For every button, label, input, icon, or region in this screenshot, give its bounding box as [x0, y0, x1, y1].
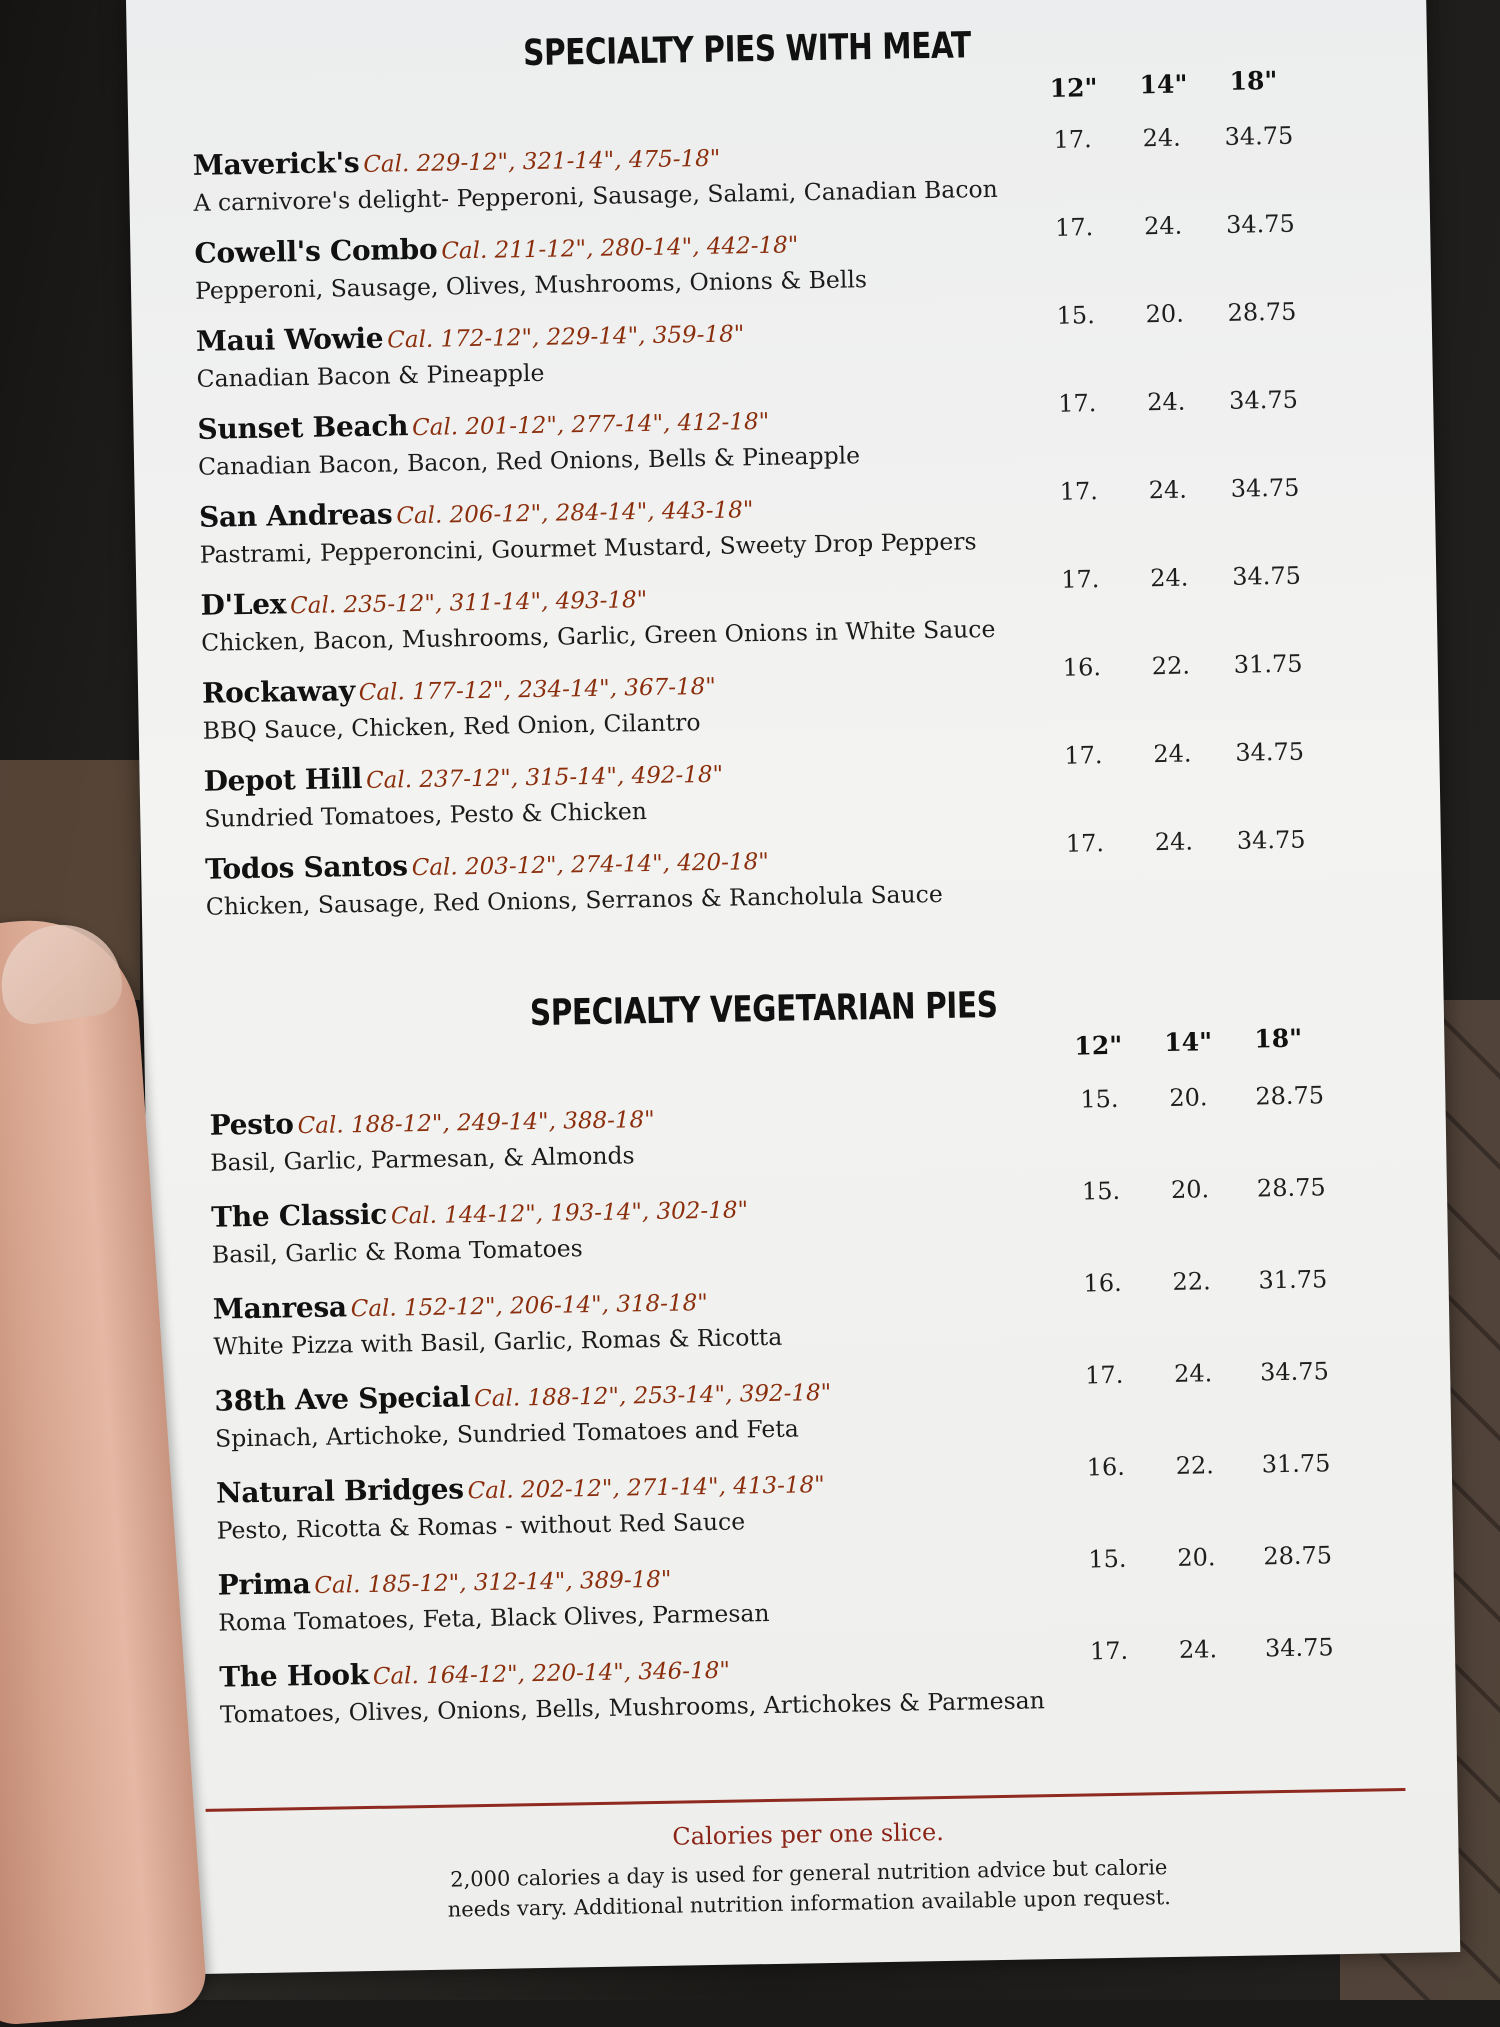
menu-item-calories: Cal. 206-12", 284-14", 443-18": [396, 497, 754, 530]
menu-item-calories: Cal. 172-12", 229-14", 359-18": [387, 321, 745, 354]
menu-item-price-14: 24.: [1154, 827, 1194, 857]
menu-item-name: Prima: [217, 1567, 311, 1602]
menu-item-price-14: 24.: [1178, 1635, 1218, 1664]
menu-item-name: The Hook: [218, 1658, 370, 1694]
menu-item: [216, 1456, 1417, 1545]
menu-item-name: Sunset Beach: [197, 409, 409, 446]
menu-item-description: Roma Tomatoes, Feta, Black Olives, Parmesan: [218, 1599, 770, 1637]
menu-item-price-12: 15.: [1056, 301, 1096, 330]
menu-item: [211, 1180, 1412, 1269]
menu-item-calories: Cal. 152-12", 206-14", 318-18": [350, 1290, 709, 1323]
veg-size-12: 12": [1074, 1030, 1123, 1061]
menu-item-price-12: 17.: [1064, 741, 1103, 770]
menu-item-description: Sundried Tomatoes, Pesto & Chicken: [204, 797, 648, 833]
menu-item-price-12: 17.: [1084, 1360, 1124, 1390]
menu-item-price-14: 20.: [1169, 1083, 1208, 1112]
menu-item-description: Pastrami, Pepperoncini, Gourmet Mustard, Sweety Drop Peppers: [199, 527, 977, 569]
menu-item: [194, 216, 1395, 305]
menu-item-description: Chicken, Sausage, Red Onions, Serranos & Rancholula Sauce: [205, 879, 943, 921]
menu-item-price-14: 24.: [1143, 211, 1183, 241]
menu-item-price-18: 34.75: [1236, 825, 1306, 855]
menu-item-name: San Andreas: [198, 497, 393, 534]
menu-item-price-18: 28.75: [1255, 1081, 1325, 1111]
menu-item-price-12: 16.: [1086, 1452, 1126, 1482]
menu-item-price-18: 34.75: [1259, 1357, 1330, 1387]
veg-size-14: 14": [1164, 1027, 1213, 1058]
menu-item-price-14: 24.: [1153, 739, 1192, 769]
footer-divider: [206, 1788, 1406, 1812]
menu-item-price-12: 17.: [1057, 389, 1097, 418]
menu-item-calories: Cal. 203-12", 274-14", 420-18": [411, 848, 770, 882]
menu-item-calories: Cal. 185-12", 312-14", 389-18": [314, 1566, 672, 1599]
menu-item-price-18: 34.75: [1230, 473, 1300, 503]
menu-item: [200, 568, 1401, 657]
menu-item-price-18: 28.75: [1227, 297, 1297, 327]
meat-section-title: SPECIALTY PIES WITH MEAT: [522, 25, 972, 75]
menu-item-calories: Cal. 188-12", 249-14", 388-18": [297, 1106, 655, 1140]
menu-item-price-14: 24.: [1148, 475, 1188, 505]
menu-item-price-12: 15.: [1080, 1084, 1119, 1114]
menu-item: [209, 1088, 1410, 1177]
menu-item-price-14: 20.: [1170, 1175, 1210, 1204]
menu-item-price-14: 24.: [1150, 563, 1189, 593]
menu-item-description: A carnivore's delight- Pepperoni, Sausage, Salami, Canadian Bacon: [193, 174, 999, 217]
menu-item-price-18: 34.75: [1224, 121, 1294, 151]
menu-item: [205, 832, 1406, 921]
menu-item-price-14: 22.: [1172, 1267, 1211, 1296]
menu-item-name: Pesto: [209, 1107, 294, 1142]
menu-item: [217, 1548, 1418, 1637]
menu-item-price-14: 22.: [1151, 651, 1191, 681]
menu-item-price-18: 34.75: [1225, 209, 1296, 239]
menu-item-calories: Cal. 201-12", 277-14", 412-18": [411, 408, 770, 442]
menu-item-description: Canadian Bacon & Pineapple: [196, 358, 545, 393]
menu-item-price-18: 34.75: [1228, 385, 1299, 415]
meat-size-18: 18": [1229, 65, 1278, 96]
menu-item-calories: Cal. 237-12", 315-14", 492-18": [365, 761, 724, 794]
menu-card: [126, 0, 1460, 1975]
menu-item: [196, 304, 1397, 393]
menu-item: [199, 480, 1400, 569]
nutrition-note: [159, 1847, 1460, 1930]
menu-item-name: Depot Hill: [203, 762, 363, 798]
menu-item-description: Basil, Garlic & Roma Tomatoes: [211, 1234, 583, 1269]
menu-item-price-12: 15.: [1088, 1544, 1127, 1574]
menu-item-price-12: 17.: [1089, 1636, 1129, 1666]
menu-item-calories: Cal. 235-12", 311-14", 493-18": [289, 586, 648, 620]
veg-section-title: SPECIALTY VEGETARIAN PIES: [529, 984, 998, 1035]
menu-item: [219, 1640, 1420, 1729]
menu-item-price-12: 17.: [1059, 477, 1099, 506]
menu-item: [193, 128, 1394, 217]
menu-item-calories: Cal. 211-12", 280-14", 442-18": [441, 232, 799, 265]
menu-item-price-12: 17.: [1053, 125, 1092, 154]
menu-item-description: Chicken, Bacon, Mushrooms, Garlic, Green Onions in White Sauce: [200, 614, 996, 657]
menu-item-price-18: 34.75: [1264, 1633, 1334, 1663]
nutrition-note-line2: needs vary. Additional nutrition information available upon request.: [447, 1885, 1172, 1922]
menu-item-name: Cowell's Combo: [194, 232, 438, 270]
menu-item-price-18: 28.75: [1263, 1541, 1333, 1571]
menu-item-name: 38th Ave Special: [214, 1380, 471, 1418]
menu-item-description: Pepperoni, Sausage, Olives, Mushrooms, Onions & Bells: [194, 265, 868, 305]
menu-item-price-12: 17.: [1054, 213, 1094, 242]
menu-item-price-12: 17.: [1061, 565, 1100, 594]
menu-item-calories: Cal. 229-12", 321-14", 475-18": [363, 145, 721, 178]
menu-item-calories: Cal. 188-12", 253-14", 392-18": [473, 1379, 832, 1413]
menu-item-calories: Cal. 177-12", 234-14", 367-18": [358, 673, 717, 707]
menu-item-description: Tomatoes, Olives, Onions, Bells, Mushrooms, Artichokes & Parmesan: [219, 1686, 1046, 1729]
menu-item: [214, 1364, 1415, 1453]
menu-item-name: Manresa: [212, 1290, 348, 1326]
menu-item-calories: Cal. 202-12", 271-14", 413-18": [467, 1472, 825, 1505]
menu-item-description: Basil, Garlic, Parmesan, & Almonds: [210, 1141, 635, 1177]
menu-item-name: Maverick's: [192, 145, 360, 182]
menu-item: [202, 656, 1403, 745]
meat-size-14: 14": [1139, 69, 1188, 100]
menu-item-price-14: 22.: [1175, 1451, 1215, 1480]
veg-size-18: 18": [1254, 1023, 1303, 1054]
menu-item-price-14: 24.: [1173, 1359, 1213, 1388]
menu-item-name: Natural Bridges: [215, 1472, 464, 1510]
menu-item-name: Maui Wowie: [195, 321, 384, 358]
menu-item-price-14: 20.: [1145, 299, 1185, 329]
menu-item-name: D'Lex: [200, 587, 287, 622]
menu-item-price-12: 15.: [1081, 1176, 1121, 1206]
menu-item-price-18: 34.75: [1235, 737, 1305, 767]
menu-item: [197, 392, 1398, 481]
menu-item-price-18: 31.75: [1258, 1265, 1328, 1295]
menu-item-calories: Cal. 144-12", 193-14", 302-18": [390, 1197, 749, 1230]
menu-item-price-18: 28.75: [1256, 1173, 1326, 1203]
menu-item-description: Spinach, Artichoke, Sundried Tomatoes and Feta: [214, 1414, 799, 1453]
menu-item-price-18: 34.75: [1231, 561, 1302, 591]
menu-item: [203, 744, 1404, 833]
menu-item-description: White Pizza with Basil, Garlic, Romas & Ricotta: [213, 1322, 783, 1361]
menu-item-price-12: 17.: [1065, 829, 1105, 858]
menu-item-name: Todos Santos: [204, 849, 409, 886]
menu-item-description: Pesto, Ricotta & Romas - without Red Sauce: [216, 1507, 746, 1545]
menu-item-price-12: 16.: [1062, 653, 1102, 682]
menu-item-price-14: 20.: [1177, 1543, 1216, 1572]
menu-item-price-14: 24.: [1146, 387, 1186, 417]
menu-item-description: BBQ Sauce, Chicken, Red Onion, Cilantro: [202, 708, 701, 745]
menu-item: [213, 1272, 1414, 1361]
menu-item-price-18: 31.75: [1261, 1449, 1331, 1479]
menu-item-price-14: 24.: [1142, 123, 1181, 153]
calories-note: Calories per one slice.: [672, 1818, 945, 1851]
menu-item-name: The Classic: [210, 1197, 388, 1234]
nutrition-note-line1: 2,000 calories a day is used for general nutrition advice but calorie: [450, 1855, 1168, 1892]
menu-item-calories: Cal. 164-12", 220-14", 346-18": [372, 1657, 731, 1690]
meat-size-12: 12": [1049, 73, 1098, 103]
menu-item-name: Rockaway: [201, 674, 356, 710]
menu-item-description: Canadian Bacon, Bacon, Red Onions, Bells & Pineapple: [197, 441, 861, 481]
menu-item-price-12: 16.: [1083, 1268, 1122, 1298]
menu-item-price-18: 31.75: [1233, 649, 1303, 679]
